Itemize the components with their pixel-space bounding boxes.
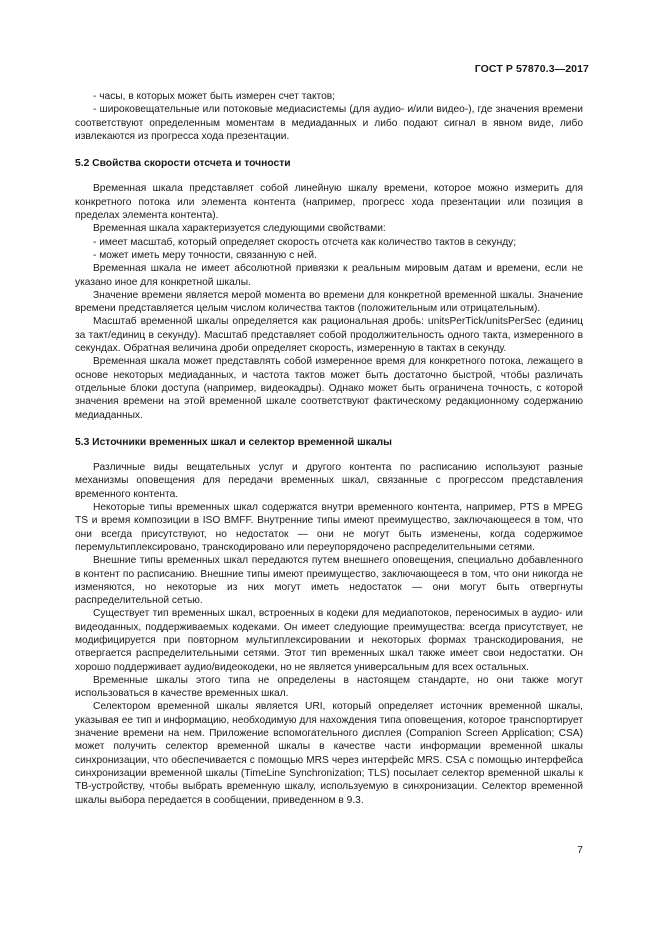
body-paragraph: Селектором временной шкалы является URI, который определяет источник временной шкалы, указывая ее тип и информацию, необходимую для нахождения типа оповещения, которое транспортирует значение времени на нем. Приложение вспомогательного дисплея (Companion Screen Application; CSA) может получить селектор временной шкалы в качестве части информации временной шкалы синхронизации, что обеспечивается с помощью MRS через интерфейс MRS. CSA с помощью интерфейса синхронизации временной шкалы (TimeLine Synchronization; TLS) посылает селектор временной шкалы к ТВ-устройству, чтобы выбрать временную шкалу, используемую в синхронизации. Селектор временной шкалы выбора передается в сообщении, приведенном в 9.3. [75,701,583,806]
body-paragraph: Временные шкалы этого типа не определены в настоящем стандарте, но они также могут использоваться в качестве временных шкал. [75,674,583,700]
body-paragraph: Некоторые типы временных шкал содержатся внутри временного контента, например, PTS в MPEG TS и время композиции в ISO BMFF. Внутренние типы имеют преимущество, заключающееся в том, что они всегда присутствуют, но недостаток — они не могут быть изменены, когда содержимое перемультиплексировано, транскодировано или переупорядочено распределительными сетями. [75,502,583,553]
body-paragraph: Временная шкала может представлять собой измеренное время для конкретного потока, лежащего в основе некоторых медиаданных, и частота тактов может быть достаточно быстрой, чтобы различать отдельные блоки доступа (например, видеокадры). Однако может быть ограничена точность, с которой значения времени на этой временной шкале соответствуют фактическому редакционному содержанию медиаданных. [75,356,583,421]
section-heading-5-3: 5.3 Источники временных шкал и селектор временной шкалы [75,436,392,448]
body-paragraph: Существует тип временных шкал, встроенных в кодеки для медиапотоков, переносимых в аудио- или видеоданных, поддерживаемых кодеками. Он имеет следующие преимущества: всегда присутствует, не модифицируется при повторном мультиплексировании и некоторых формах транскодирования, не отвергается распределительными сетями. Этот тип временных шкал также имеет свои недостатки. Он хорошо поддерживает аудио/видеокодеки, но не является универсальным для всех остальных. [75,608,583,673]
body-paragraph: Временная шкала представляет собой линейную шкалу времени, которое можно измерить для конкретного потока или элемента контента (например, прогресс хода презентации или позиция в пределах элемента контента). [75,183,583,222]
page-number: 7 [577,844,583,856]
standard-code-header: ГОСТ Р 57870.3—2017 [474,63,589,75]
bullet-item: - широковещательные или потоковые медиасистемы (для аудио- и/или видео-), где значения времени соответствуют определенным моментам в медиаданных и либо подают сигнал в явном виде, либо извлекаются из прогресса хода презентации. [75,104,583,142]
body-paragraph: Временная шкала не имеет абсолютной привязки к реальным мировым датам и времени, если не указано иное для конкретной шкалы. [75,263,583,288]
body-paragraph: Временная шкала характеризуется следующими свойствами: [93,223,386,235]
body-paragraph: Внешние типы временных шкал передаются путем внешнего оповещения, специально добавленного в контент по расписанию. Внешние типы имеют преимущество, заключающееся в том, что они никогда не изменяются, но некоторые из них могут иметь недостаток — они могут быть отвергнуты распределительной сетью. [75,555,583,607]
bullet-item: - имеет масштаб, который определяет скорость отсчета как количество тактов в секунду; [93,236,517,248]
body-paragraph: Различные виды вещательных услуг и другого контента по расписанию используют разные механизмы оповещения для передачи временных шкал, связанные с прогрессом представления временного контента. [75,462,583,500]
section-heading-5-2: 5.2 Свойства скорости отсчета и точности [75,158,291,170]
body-paragraph: Значение времени является мерой момента во времени для конкретной временной шкалы. Значение времени представляется целым числом количества тактов (положительным или отрицательным). [75,289,583,315]
bullet-item: - может иметь меру точности, связанную с ней. [93,249,317,261]
bullet-item: - часы, в которых может быть измерен счет тактов; [93,91,335,102]
body-paragraph: Масштаб временной шкалы определяется как рациональная дробь: unitsPerTick/unitsPerSec (единиц за такт/единиц в секунду). Масштаб представляет собой продолжительность одного такта, измеренного в секундах. Обратная величина дроби определяет скорость, измеренную в тактах в секунду. [75,316,583,355]
page-body [75,90,583,807]
